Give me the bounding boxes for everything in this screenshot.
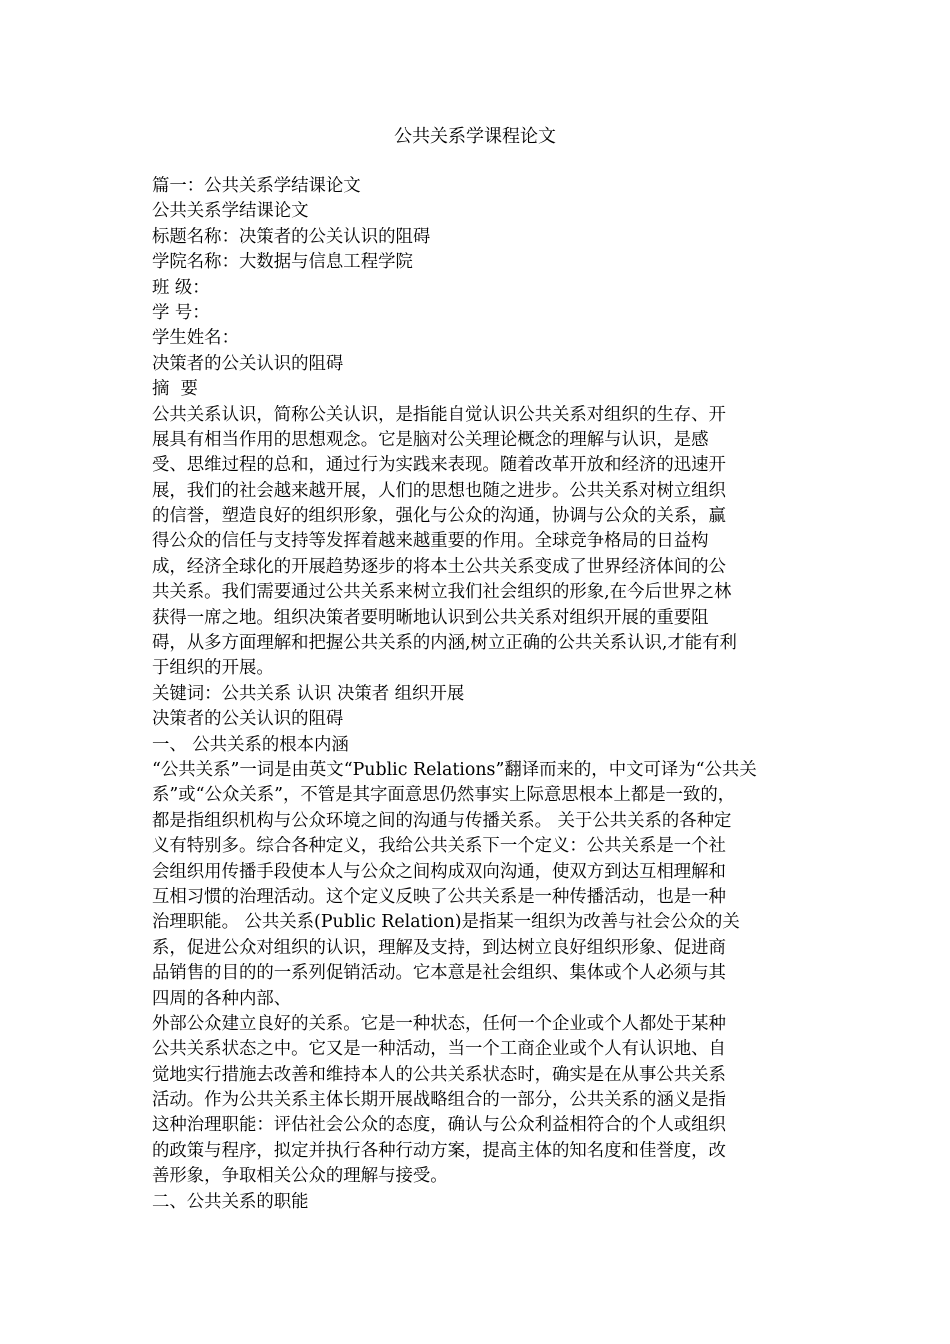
text-line: 学生姓名：	[152, 328, 239, 349]
text-line: 四周的各种内部、	[152, 988, 292, 1009]
section-heading: 二、公共关系的职能	[152, 1191, 309, 1212]
text-line: 这种治理职能：评估社会公众的态度，确认与公众利益相符合的个人或组织	[152, 1115, 726, 1136]
text-line: 得公众的信任与支持等发挥着越来越重要的作用。全球竞争格局的日益构	[152, 531, 709, 552]
text-line: 决策者的公关认识的阻碍	[152, 353, 344, 374]
text-line: 成，经济全球化的开展趋势逐步的将本土公共关系变成了世界经济体间的公	[152, 556, 726, 577]
text-line: 的信誉，塑造良好的组织形象，强化与公众的沟通，协调与公众的关系，赢	[152, 506, 726, 527]
text-line: 决策者的公关认识的阻碍	[152, 709, 344, 730]
text-line: 展，我们的社会越来越开展，人们的思想也随之进步。公共关系对树立组织	[152, 480, 726, 501]
text-line: 学院名称：大数据与信息工程学院	[152, 252, 413, 273]
text-line: 系，促进公众对组织的认识，理解及支持，到达树立良好组织形象、促进商	[152, 937, 726, 958]
text-line: 共关系。我们需要通过公共关系来树立我们社会组织的形象,在今后世界之林	[152, 582, 732, 603]
text-line: “公共关系”一词是由英文“Public Relations”翻译而来的，中文可译为“公共关	[152, 759, 757, 780]
text-line: 系”或“公众关系”，不管是其字面意思仍然事实上际意思根本上都是一致的，	[152, 785, 736, 806]
text-line: 公共关系认识，简称公关认识，是指能自觉认识公共关系对组织的生存、开	[152, 404, 726, 425]
text-line: 展具有相当作用的思想观念。它是脑对公关理论概念的理解与认识，是感	[152, 429, 709, 450]
abstract-heading: 摘 要	[152, 379, 198, 400]
text-line: 活动。作为公共关系主体长期开展战略组合的一部分，公共关系的涵义是指	[152, 1090, 726, 1111]
text-line: 品销售的目的的一系列促销活动。它本意是社会组织、集体或个人必须与其	[152, 963, 726, 984]
text-line: 获得一席之地。组织决策者要明晰地认识到公共关系对组织开展的重要阻	[152, 607, 709, 628]
text-line: 善形象，争取相关公众的理解与接受。	[152, 1166, 448, 1187]
text-line: 学 号：	[152, 302, 210, 323]
document-title: 公共关系学课程论文	[394, 126, 556, 147]
text-line: 班 级：	[152, 277, 210, 298]
keywords-line: 关键词：公共关系 认识 决策者 组织开展	[152, 683, 465, 704]
text-line: 外部公众建立良好的关系。它是一种状态，任何一个企业或个人都处于某种	[152, 1013, 726, 1034]
document-body	[152, 174, 794, 1215]
text-line: 公共关系状态之中。它又是一种活动，当一个工商企业或个人有认识地、自	[152, 1039, 726, 1060]
text-line: 都是指组织机构与公众环境之间的沟通与传播关系。 关于公共关系的各种定	[152, 810, 732, 831]
text-line: 治理职能。 公共关系(Public Relation)是指某一组织为改善与社会公众的关	[152, 912, 740, 933]
text-line: 碍，从多方面理解和把握公共关系的内涵,树立正确的公共关系认识,才能有利	[152, 633, 737, 654]
text-line: 于组织的开展。	[152, 658, 274, 679]
section-heading: 一、 公共关系的根本内涵	[152, 734, 349, 755]
text-line: 觉地实行措施去改善和维持本人的公共关系状态时，确实是在从事公共关系	[152, 1064, 726, 1085]
text-line: 互相习惯的治理活动。这个定义反映了公共关系是一种传播活动，也是一种	[152, 886, 726, 907]
text-line: 篇一：公共关系学结课论文	[152, 176, 361, 196]
text-line: 公共关系学结课论文	[152, 201, 309, 222]
text-line: 受、思维过程的总和，通过行为实践来表现。随着改革开放和经济的迅速开	[152, 455, 726, 476]
text-line: 的政策与程序，拟定并执行各种行动方案，提高主体的知名度和佳誉度，改	[152, 1140, 726, 1161]
text-line: 会组织用传播手段使本人与公众之间构成双向沟通，使双方到达互相理解和	[152, 861, 726, 882]
text-line: 标题名称：决策者的公关认识的阻碍	[152, 226, 431, 247]
text-line: 义有特别多。综合各种定义，我给公共关系下一个定义：公共关系是一个社	[152, 836, 726, 857]
